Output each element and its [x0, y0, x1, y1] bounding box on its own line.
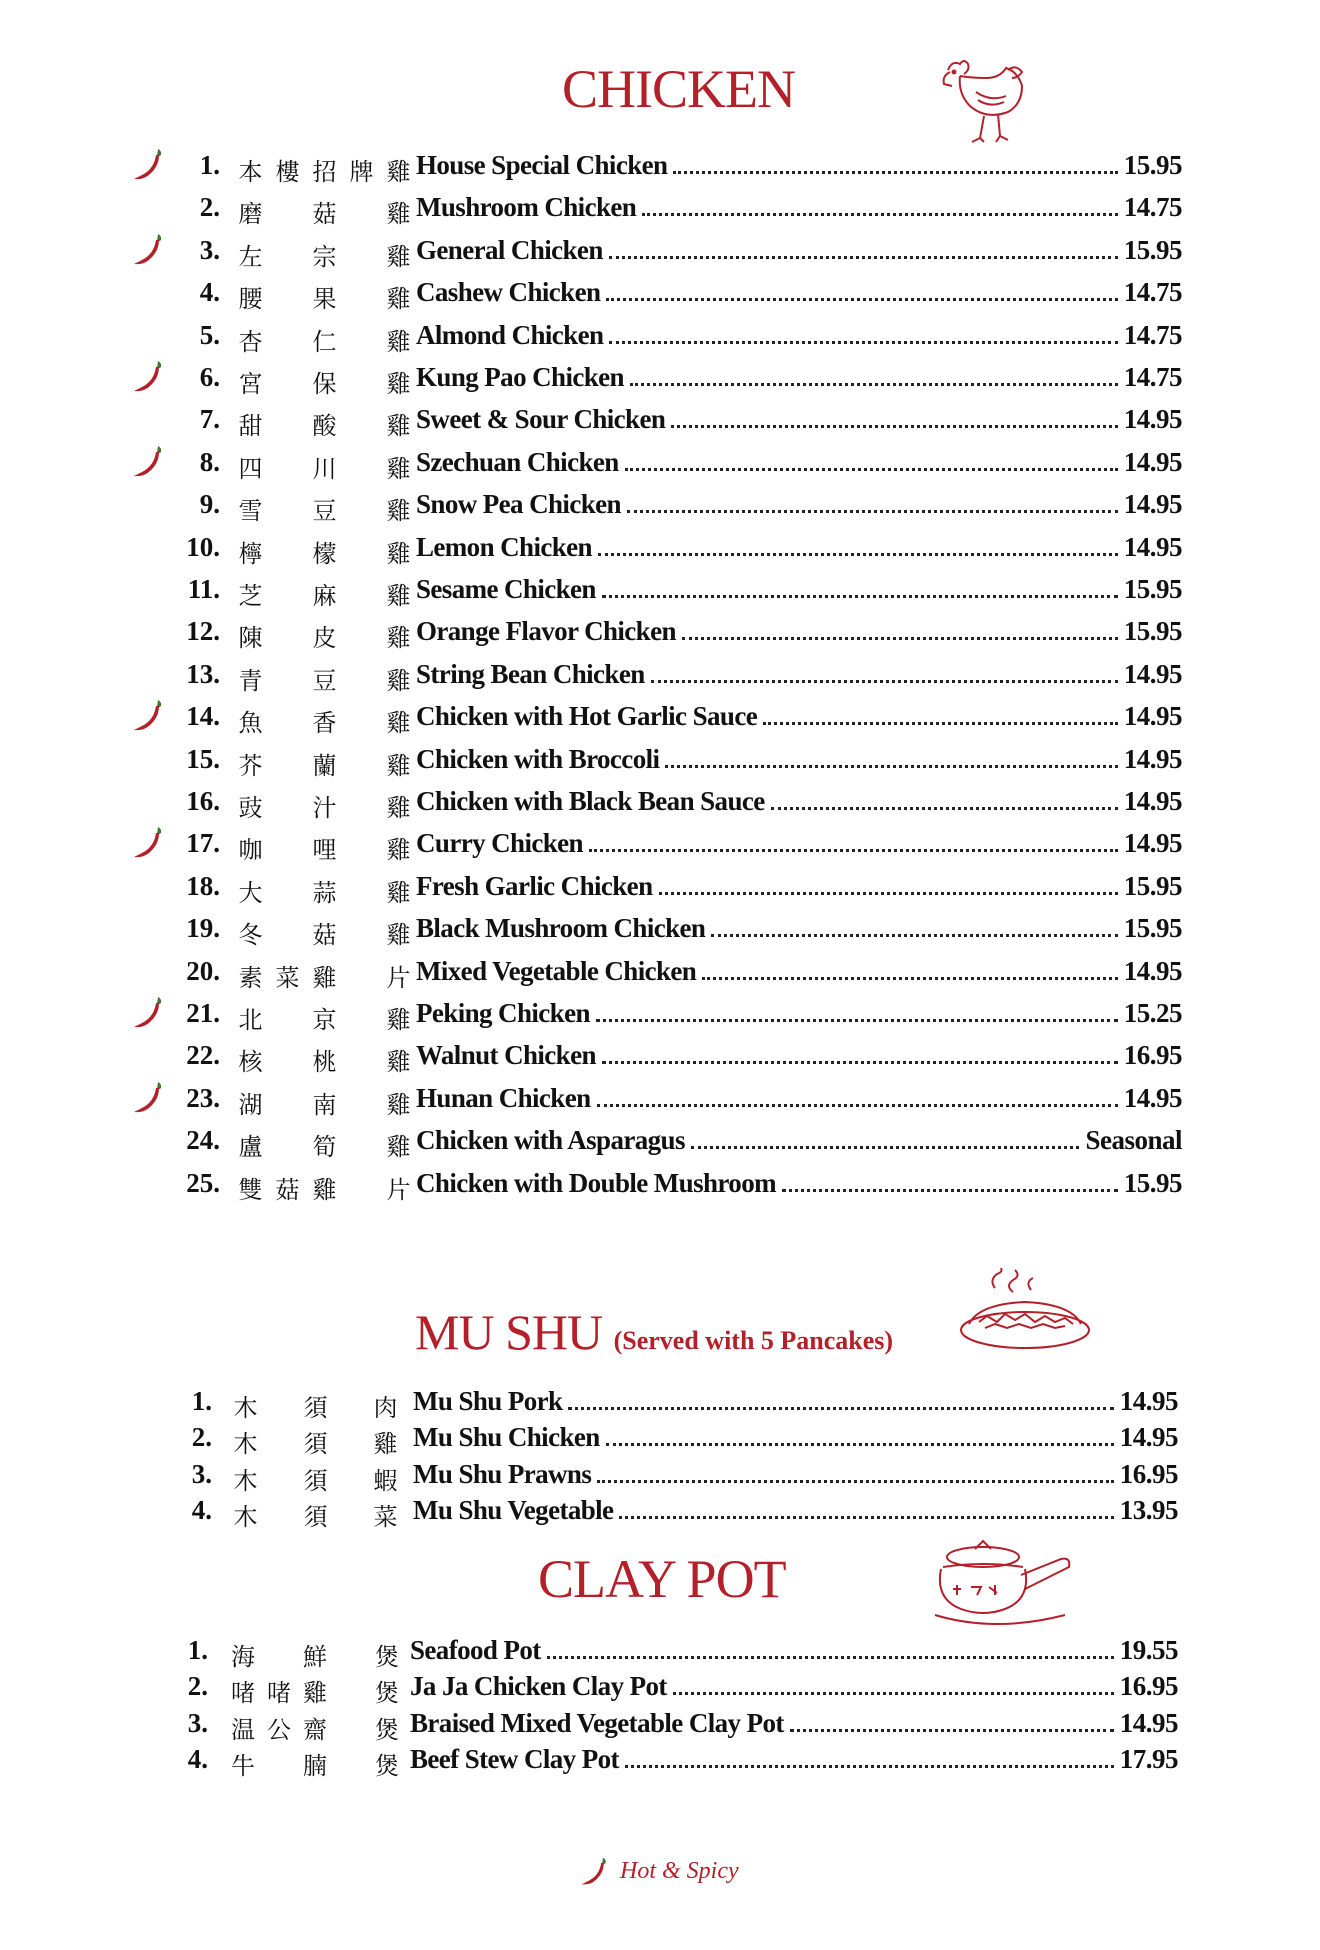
item-chinese-name: 宮 保 雞 [238, 370, 411, 398]
item-number: 25. [186, 1167, 220, 1198]
item-price: 14.95 [1123, 404, 1182, 435]
item-chinese-name: 北 京 雞 [238, 1006, 411, 1034]
item-english-name: Mixed Vegetable Chicken [416, 955, 697, 986]
item-name-and-price [410, 1671, 1178, 1702]
dot-leader [568, 1407, 1113, 1410]
item-chinese-name: 啫 啫 雞 煲 [231, 1679, 399, 1708]
item-number: 3. [191, 1458, 212, 1489]
chili-pepper-icon [580, 1855, 610, 1887]
item-name-and-price [416, 1125, 1182, 1156]
item-price: 14.95 [1119, 1422, 1178, 1453]
claypot-menu-item [0, 1671, 1320, 1711]
item-chinese-name: 豉 汁 雞 [238, 794, 411, 822]
dot-leader [598, 553, 1118, 556]
chicken-menu-item [0, 320, 1320, 360]
item-name-and-price [416, 150, 1182, 181]
item-name-and-price [416, 998, 1182, 1029]
item-price: 15.95 [1123, 913, 1182, 944]
item-price: 14.95 [1123, 743, 1182, 774]
item-number: 24. [186, 1125, 220, 1156]
item-english-name: Sweet & Sour Chicken [416, 404, 666, 435]
item-name-and-price [416, 786, 1182, 817]
mushu-subtitle: (Served with 5 Pancakes) [613, 1326, 894, 1355]
item-chinese-name: 磨 菇 雞 [238, 200, 411, 229]
chicken-menu-item [0, 192, 1320, 232]
item-name-and-price [410, 1708, 1178, 1739]
item-number: 6. [199, 362, 220, 392]
item-english-name: Chicken with Broccoli [416, 743, 660, 774]
item-chinese-name: 素 菜 雞 片 [238, 963, 411, 992]
item-number: 1. [199, 150, 220, 180]
item-number: 2. [199, 192, 220, 223]
item-english-name: Ja Ja Chicken Clay Pot [410, 1671, 667, 1702]
item-name-and-price [416, 235, 1182, 266]
item-price: 14.95 [1123, 531, 1182, 562]
chicken-menu-item [0, 150, 1320, 190]
item-chinese-name: 腰 果 雞 [238, 285, 411, 314]
dot-leader [673, 171, 1117, 174]
chicken-menu-item [0, 956, 1320, 996]
mushu-title-text: MU SHU [415, 1304, 603, 1360]
mushu-menu-item [0, 1422, 1320, 1462]
item-name-and-price [416, 320, 1182, 351]
item-name-and-price [416, 744, 1182, 775]
dot-leader [771, 807, 1118, 810]
claypot-menu-item [0, 1708, 1320, 1748]
item-price: 13.95 [1119, 1495, 1178, 1526]
item-number: 17. [186, 828, 220, 859]
item-name-and-price [410, 1635, 1178, 1666]
dot-leader [642, 213, 1118, 216]
dot-leader [682, 637, 1118, 640]
chicken-menu-item [0, 1168, 1320, 1208]
item-price: 16.95 [1119, 1458, 1178, 1489]
item-number: 4. [191, 1495, 212, 1526]
item-english-name: Cashew Chicken [416, 277, 601, 308]
chicken-menu-item [0, 1040, 1320, 1080]
dot-leader [619, 1516, 1113, 1519]
dot-leader [673, 1692, 1114, 1695]
chicken-menu-item [0, 362, 1320, 402]
item-number: 16. [186, 786, 220, 816]
chicken-menu-item [0, 828, 1320, 868]
chicken-menu-item [0, 913, 1320, 953]
dot-leader [651, 680, 1118, 683]
item-name-and-price [416, 1168, 1182, 1199]
item-chinese-name: 本 樓 招 牌 雞 [238, 158, 411, 186]
item-price: Seasonal [1085, 1125, 1182, 1156]
item-english-name: Braised Mixed Vegetable Clay Pot [410, 1707, 784, 1738]
item-english-name: Chicken with Double Mushroom [416, 1167, 777, 1198]
spicy-legend-label: Hot & Spicy [620, 1857, 739, 1884]
item-number: 3. [199, 234, 220, 265]
item-number: 3. [187, 1707, 208, 1738]
item-name-and-price [416, 532, 1182, 563]
dot-leader [763, 722, 1118, 725]
item-number: 4. [187, 1744, 208, 1775]
item-name-and-price [416, 1083, 1182, 1114]
chicken-menu-item [0, 1083, 1320, 1123]
item-number: 10. [186, 531, 220, 562]
dot-leader [671, 425, 1117, 428]
chicken-menu-item [0, 659, 1320, 699]
item-number: 2. [191, 1422, 212, 1453]
dot-leader [609, 341, 1117, 344]
item-number: 1. [191, 1386, 212, 1416]
dot-leader [665, 765, 1117, 768]
item-english-name: Mu Shu Chicken [413, 1422, 600, 1453]
item-english-name: Mu Shu Prawns [413, 1458, 592, 1489]
item-number: 4. [199, 277, 220, 308]
item-name-and-price [416, 404, 1182, 435]
item-number: 12. [186, 616, 220, 647]
chicken-menu-item [0, 998, 1320, 1038]
item-english-name: Snow Pea Chicken [416, 489, 621, 520]
item-name-and-price [410, 1744, 1178, 1775]
claypot-menu-item [0, 1744, 1320, 1784]
item-name-and-price [413, 1422, 1178, 1453]
dot-leader [597, 1104, 1118, 1107]
item-price: 14.95 [1123, 1082, 1182, 1113]
item-number: 7. [199, 404, 220, 435]
item-chinese-name: 魚 香 雞 [238, 709, 411, 738]
item-chinese-name: 檸 檬 雞 [238, 539, 411, 568]
item-chinese-name: 冬 菇 雞 [238, 921, 411, 950]
item-price: 15.95 [1123, 150, 1182, 180]
dot-leader [602, 595, 1118, 598]
dot-leader [606, 1443, 1114, 1446]
item-chinese-name: 四 川 雞 [238, 454, 411, 483]
item-price: 15.95 [1123, 1167, 1182, 1198]
claypot-title: CLAY POT [538, 1549, 786, 1609]
item-chinese-name: 核 桃 雞 [238, 1048, 411, 1077]
item-number: 18. [186, 870, 220, 901]
item-price: 16.95 [1123, 1040, 1182, 1071]
chicken-menu-item [0, 871, 1320, 911]
mushu-menu-item [0, 1386, 1320, 1426]
item-chinese-name: 雪 豆 雞 [238, 497, 411, 526]
dot-leader [602, 1061, 1118, 1064]
chicken-menu-item [0, 574, 1320, 614]
chicken-menu-item [0, 701, 1320, 741]
item-number: 23. [186, 1082, 220, 1113]
dot-leader [790, 1729, 1114, 1732]
dot-leader [589, 849, 1118, 852]
mushu-title [415, 1303, 893, 1361]
item-chinese-name: 杏 仁 雞 [238, 327, 411, 356]
item-price: 14.75 [1123, 319, 1182, 350]
item-english-name: Peking Chicken [416, 998, 590, 1028]
dot-leader [596, 1019, 1118, 1022]
item-price: 14.95 [1123, 658, 1182, 689]
item-number: 2. [187, 1671, 208, 1702]
item-price: 16.95 [1119, 1671, 1178, 1702]
dot-leader [702, 977, 1118, 980]
item-price: 14.75 [1123, 277, 1182, 308]
mushu-menu-item [0, 1495, 1320, 1535]
item-chinese-name: 陳 皮 雞 [238, 624, 411, 653]
item-english-name: House Special Chicken [416, 150, 668, 180]
item-name-and-price [416, 1040, 1182, 1071]
item-price: 14.75 [1123, 192, 1182, 223]
item-english-name: Hunan Chicken [416, 1082, 591, 1113]
dot-leader [782, 1189, 1118, 1192]
item-english-name: Chicken with Black Bean Sauce [416, 786, 765, 816]
dot-leader [630, 383, 1118, 386]
item-name-and-price [416, 616, 1182, 647]
item-chinese-name: 青 豆 雞 [238, 666, 411, 695]
item-english-name: Sesame Chicken [416, 574, 596, 604]
item-english-name: Fresh Garlic Chicken [416, 870, 653, 901]
item-number: 13. [186, 658, 220, 689]
dot-leader [547, 1656, 1114, 1659]
chicken-menu-item [0, 447, 1320, 487]
claypot-illustration-icon [925, 1535, 1095, 1635]
dot-leader [597, 1480, 1114, 1483]
item-chinese-name: 芝 麻 雞 [238, 582, 411, 610]
item-name-and-price [416, 489, 1182, 520]
mushu-dish-icon [955, 1268, 1095, 1358]
item-name-and-price [416, 362, 1182, 393]
item-english-name: Orange Flavor Chicken [416, 616, 676, 647]
item-chinese-name: 木 須 菜 [233, 1503, 398, 1532]
item-price: 14.95 [1123, 446, 1182, 477]
item-chinese-name: 咖 哩 雞 [238, 836, 411, 865]
item-chinese-name: 木 須 雞 [233, 1430, 398, 1459]
item-chinese-name: 木 須 肉 [233, 1394, 398, 1422]
item-number: 9. [199, 489, 220, 520]
item-price: 15.95 [1123, 574, 1182, 604]
item-chinese-name: 牛 腩 煲 [231, 1752, 399, 1781]
item-price: 15.95 [1123, 616, 1182, 647]
item-chinese-name: 木 須 蝦 [233, 1466, 398, 1495]
item-english-name: Lemon Chicken [416, 531, 592, 562]
item-name-and-price [416, 574, 1182, 605]
item-english-name: Kung Pao Chicken [416, 362, 624, 392]
item-number: 21. [186, 998, 220, 1028]
item-english-name: Black Mushroom Chicken [416, 913, 706, 944]
item-chinese-name: 海 鮮 煲 [231, 1643, 399, 1671]
item-chinese-name: 盧 筍 雞 [238, 1133, 411, 1162]
dot-leader [659, 892, 1118, 895]
item-name-and-price [416, 659, 1182, 690]
item-number: 1. [187, 1635, 208, 1665]
item-price: 15.25 [1123, 998, 1182, 1028]
item-english-name: General Chicken [416, 234, 603, 265]
item-price: 14.95 [1123, 955, 1182, 986]
item-english-name: Walnut Chicken [416, 1040, 596, 1071]
dot-leader [627, 510, 1118, 513]
item-name-and-price [413, 1459, 1178, 1490]
item-number: 11. [187, 574, 220, 604]
dot-leader [625, 1765, 1114, 1768]
item-name-and-price [416, 828, 1182, 859]
item-price: 14.95 [1123, 786, 1182, 816]
item-english-name: Chicken with Asparagus [416, 1125, 685, 1156]
dot-leader [691, 1146, 1080, 1149]
mushu-menu-item [0, 1459, 1320, 1499]
item-number: 15. [186, 743, 220, 774]
item-chinese-name: 大 蒜 雞 [238, 878, 411, 907]
item-name-and-price [416, 277, 1182, 308]
item-number: 5. [199, 319, 220, 350]
item-price: 14.95 [1119, 1707, 1178, 1738]
item-english-name: Chicken with Hot Garlic Sauce [416, 701, 758, 732]
item-number: 22. [186, 1040, 220, 1071]
chicken-menu-item [0, 404, 1320, 444]
chicken-menu-item [0, 786, 1320, 826]
item-price: 14.75 [1123, 362, 1182, 392]
item-number: 19. [186, 913, 220, 944]
chicken-menu-item [0, 489, 1320, 529]
dot-leader [625, 468, 1118, 471]
chicken-menu-item [0, 1125, 1320, 1165]
item-name-and-price [413, 1386, 1178, 1417]
chicken-menu-item [0, 235, 1320, 275]
item-price: 19.55 [1119, 1635, 1178, 1665]
item-english-name: Mu Shu Pork [413, 1386, 563, 1416]
item-number: 14. [186, 701, 220, 732]
item-price: 15.95 [1123, 870, 1182, 901]
chicken-menu-item [0, 277, 1320, 317]
dot-leader [606, 298, 1117, 301]
dot-leader [711, 934, 1117, 937]
item-english-name: Curry Chicken [416, 828, 583, 859]
item-price: 14.95 [1123, 701, 1182, 732]
item-english-name: String Bean Chicken [416, 658, 645, 689]
dot-leader [609, 256, 1118, 259]
item-english-name: Seafood Pot [410, 1635, 541, 1665]
item-english-name: Mushroom Chicken [416, 192, 637, 223]
claypot-menu-item [0, 1635, 1320, 1675]
item-name-and-price [413, 1495, 1178, 1526]
item-name-and-price [416, 447, 1182, 478]
item-name-and-price [416, 701, 1182, 732]
item-english-name: Mu Shu Vegetable [413, 1495, 614, 1526]
item-number: 8. [199, 446, 220, 477]
item-chinese-name: 芥 蘭 雞 [238, 751, 411, 780]
chicken-menu-item [0, 744, 1320, 784]
item-name-and-price [416, 913, 1182, 944]
item-price: 14.95 [1123, 489, 1182, 520]
item-price: 17.95 [1119, 1744, 1178, 1775]
item-chinese-name: 温 公 齋 煲 [231, 1715, 399, 1744]
item-name-and-price [416, 192, 1182, 223]
item-chinese-name: 湖 南 雞 [238, 1090, 411, 1119]
item-chinese-name: 甜 酸 雞 [238, 412, 411, 441]
item-price: 14.95 [1123, 828, 1182, 859]
chicken-menu-item [0, 616, 1320, 656]
chicken-title: CHICKEN [562, 59, 795, 119]
item-name-and-price [416, 871, 1182, 902]
chicken-illustration-icon [920, 52, 1030, 152]
item-chinese-name: 左 宗 雞 [238, 242, 411, 271]
item-name-and-price [416, 956, 1182, 987]
item-chinese-name: 雙 菇 雞 片 [238, 1175, 411, 1204]
item-price: 14.95 [1119, 1386, 1178, 1416]
item-english-name: Almond Chicken [416, 319, 604, 350]
item-english-name: Beef Stew Clay Pot [410, 1744, 619, 1775]
item-number: 20. [186, 955, 220, 986]
chicken-menu-item [0, 532, 1320, 572]
item-price: 15.95 [1123, 234, 1182, 265]
item-english-name: Szechuan Chicken [416, 446, 619, 477]
spicy-legend [580, 1855, 739, 1887]
